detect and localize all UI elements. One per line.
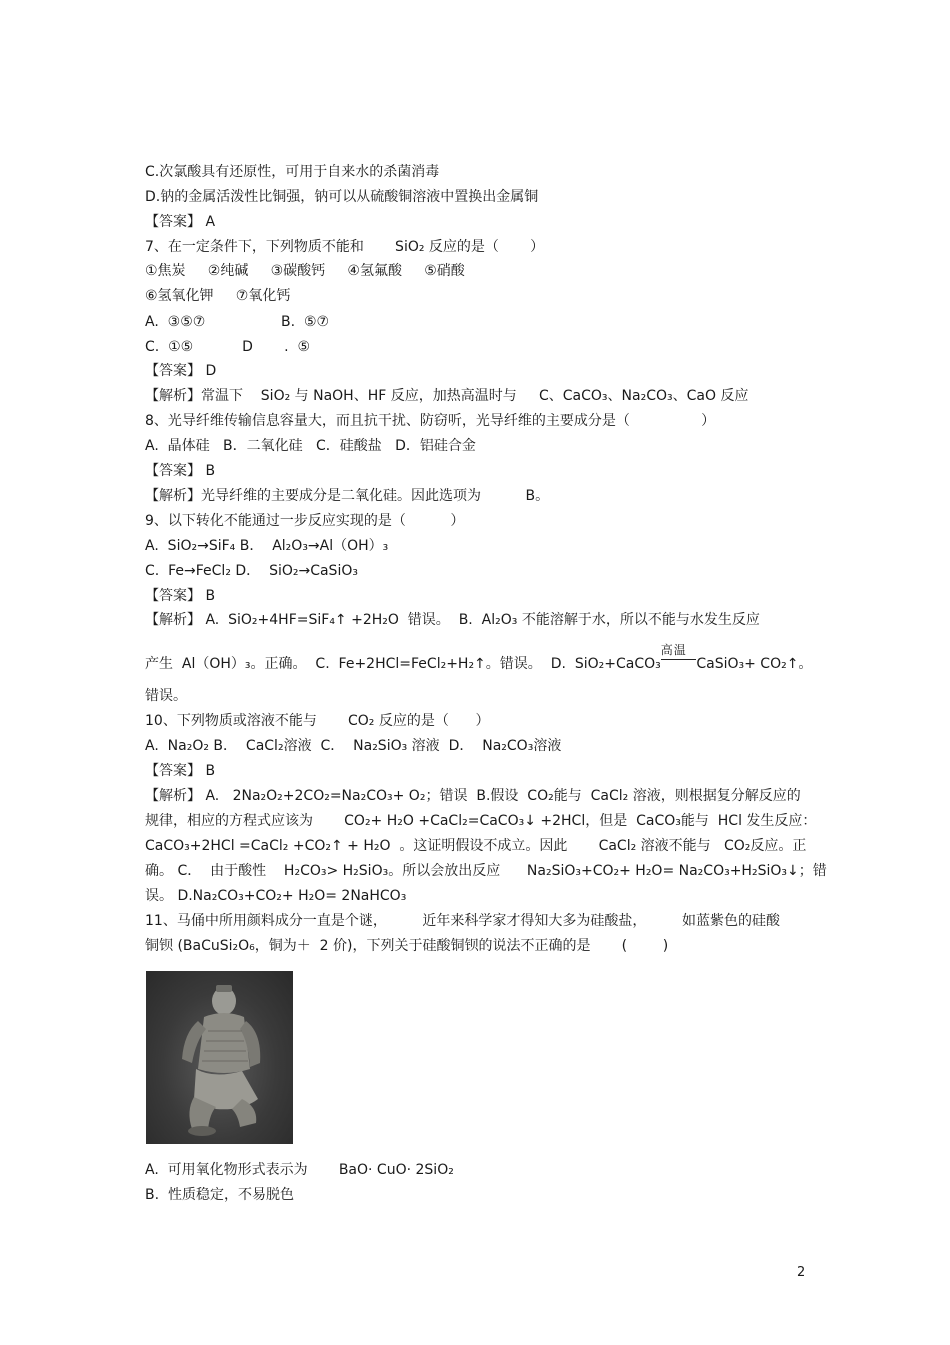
- question-9: 9、以下转化不能通过一步反应实现的是（ ）: [145, 513, 465, 529]
- question-11: 11、马俑中所用颜料成分一直是个谜， 近年来科学家才得知大多为硅酸盐， 如蓝紫色的硅酸: [145, 913, 781, 929]
- answer-line: 【答案】 B: [145, 763, 216, 779]
- analysis-continuation: [145, 643, 813, 673]
- question-11-option-b: B. 性质稳定，不易脱色: [145, 1187, 294, 1203]
- question-9-options-ab: A. SiO₂→SiF₄ B． Al₂O₃→Al（OH）₃: [145, 538, 389, 554]
- question-7-items-1: ①焦炭 ②纯碱 ③碳酸钙 ④氢氟酸 ⑤硝酸: [145, 263, 465, 279]
- question-7-options-ab: A. ③⑤⑦ B. ⑤⑦: [145, 314, 330, 330]
- reaction-bar: [661, 659, 697, 660]
- condition-arrow: [660, 643, 697, 673]
- question-8-options: A. 晶体硅 B．二氧化硅 C．硅酸盐 D．铝硅合金: [145, 438, 476, 454]
- answer-line: 【答案】 D: [145, 363, 217, 379]
- warrior-figure: [146, 971, 293, 1144]
- question-8: 8、光导纤维传输信息容量大，而且抗干扰、防窃听，光导纤维的主要成分是（ ）: [145, 413, 716, 429]
- answer-line: 【答案】 B: [145, 588, 216, 604]
- question-10: 10、下列物质或溶液不能与 CO₂ 反应的是（ ）: [145, 713, 490, 729]
- option-c-line: C.次氯酸具有还原性，可用于自来水的杀菌消毒: [145, 164, 440, 180]
- analysis-line: 【解析】 A. SiO₂+4HF=SiF₄↑ +2H₂O 错误。 B. Al₂O₃ 不能溶解于水，所以不能与水发生反应: [145, 612, 760, 628]
- condition-label: 高温: [660, 643, 687, 657]
- analysis-text: 产生 Al（OH）₃。正确。 C. Fe+2HCl=FeCl₂+H₂↑。错误。 D. SiO₂+CaCO₃: [145, 656, 661, 672]
- question-9-options-cd: C. Fe→FeCl₂ D． SiO₂→CaSiO₃: [145, 563, 358, 579]
- analysis-end: 错误。: [145, 688, 187, 704]
- question-11-option-a: A. 可用氧化物形式表示为 BaO· CuO· 2SiO₂: [145, 1162, 454, 1178]
- analysis-line: 【解析】 A. 2Na₂O₂+2CO₂=Na₂CO₃+ O₂；错误 B.假设 CO₂能与 CaCl₂ 溶液，则根据复分解反应的: [145, 788, 801, 804]
- analysis-line: 误。 D.Na₂CO₃+CO₂+ H₂O= 2NaHCO₃: [145, 888, 407, 904]
- analysis-text-tail: CaSiO₃+ CO₂↑。: [696, 656, 813, 672]
- question-7-items-2: ⑥氢氧化钾 ⑦氧化钙: [145, 288, 291, 304]
- question-7: 7、在一定条件下，下列物质不能和 SiO₂ 反应的是（ ）: [145, 239, 545, 255]
- analysis-line: 确。 C． 由于酸性 H₂CO₃> H₂SiO₃。所以会放出反应 Na₂SiO₃+CO₂+ H₂O= Na₂CO₃+H₂SiO₃↓；错: [145, 863, 827, 879]
- answer-line: 【答案】 A: [145, 214, 216, 230]
- option-d-line: D.钠的金属活泼性比铜强，钠可以从硫酸铜溶液中置换出金属铜: [145, 189, 539, 205]
- analysis-line: CaCO₃+2HCl =CaCl₂ +CO₂↑ + H₂O 。这证明假设不成立。因此 CaCl₂ 溶液不能与 CO₂反应。正: [145, 838, 807, 854]
- question-7-options-cd: C. ①⑤ D . ⑤: [145, 339, 311, 355]
- answer-line: 【答案】 B: [145, 463, 216, 479]
- terracotta-warrior-image: [146, 971, 293, 1144]
- analysis-line: 【解析】光导纤维的主要成分是二氧化硅。因此选项为 B。: [145, 488, 550, 504]
- question-11-cont: 铜钡 (BaCuSi₂O₆，铜为＋ 2 价)，下列关于硅酸铜钡的说法不正确的是 ( ): [145, 938, 669, 954]
- page-number: 2: [797, 1265, 806, 1280]
- analysis-line: 【解析】常温下 SiO₂ 与 NaOH、HF 反应，加热高温时与 C、CaCO₃、Na₂CO₃、CaO 反应: [145, 388, 749, 404]
- question-10-options: A. Na₂O₂ B． CaCl₂溶液 C． Na₂SiO₃ 溶液 D． Na₂CO₃溶液: [145, 738, 562, 754]
- analysis-line: 规律，相应的方程式应该为 CO₂+ H₂O +CaCl₂=CaCO₃↓ +2HCl，但是 CaCO₃能与 HCl 发生反应：: [145, 813, 817, 829]
